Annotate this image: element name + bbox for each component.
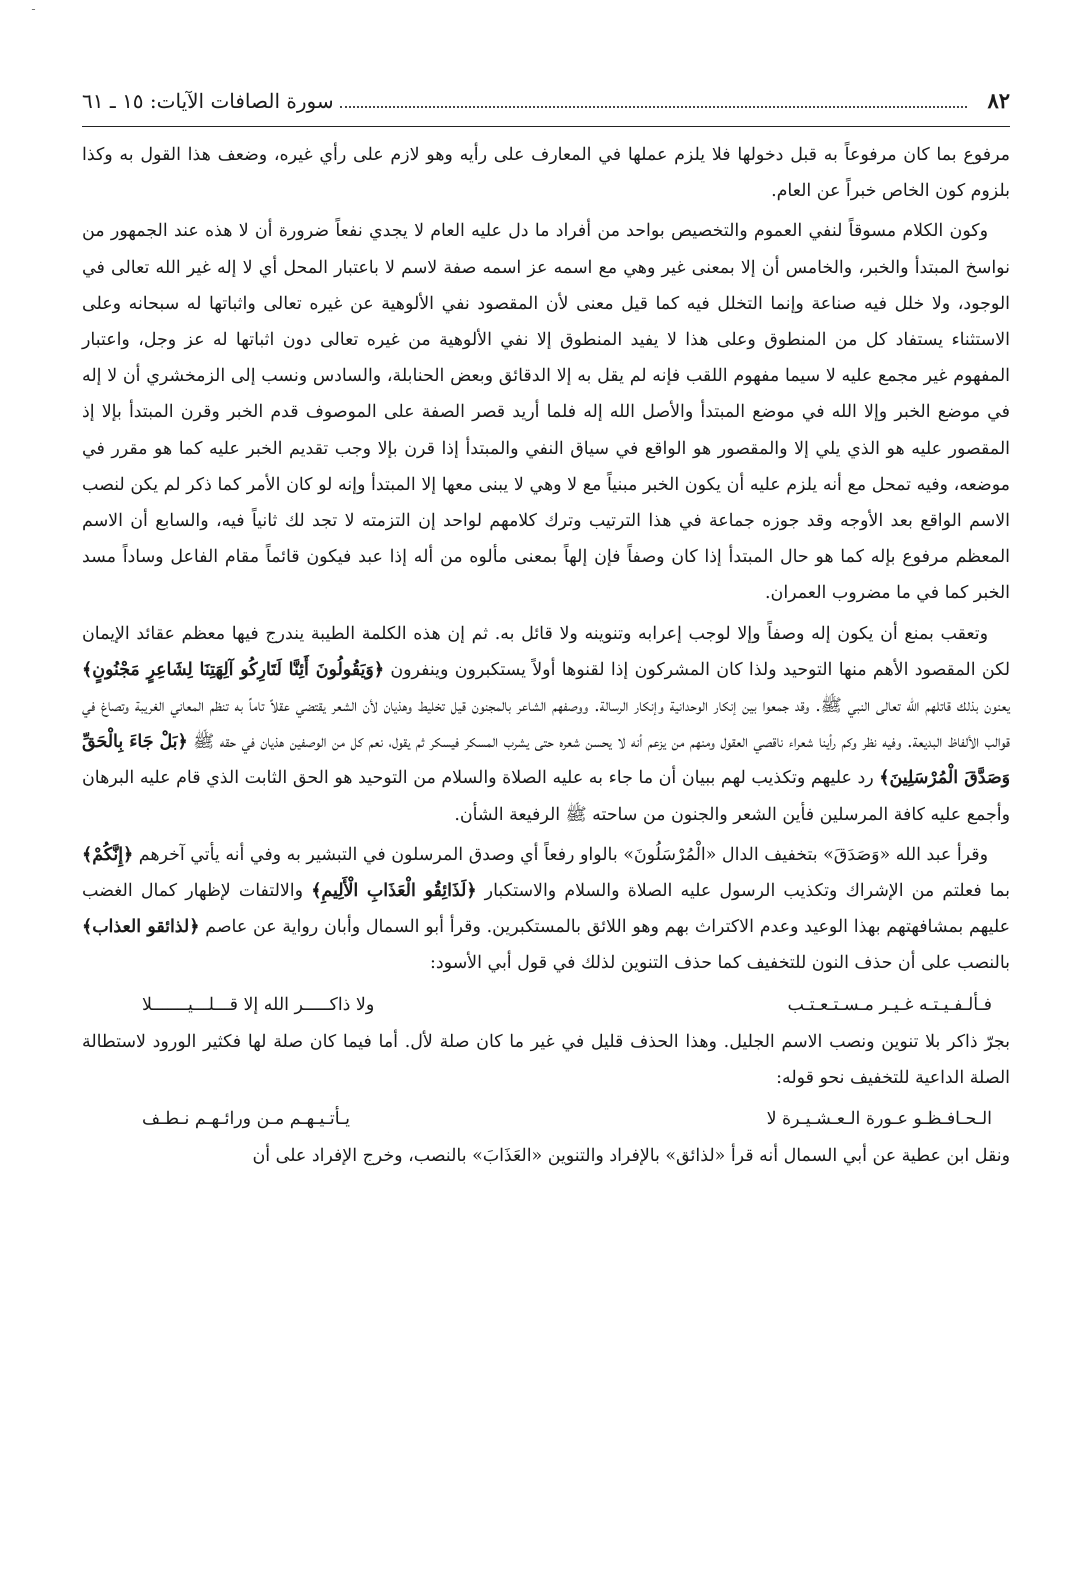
verse-1-first-hemistich: فـألـفـيـتـه غـيـر مـسـتـعـتـب <box>787 994 992 1015</box>
verse-1 <box>82 986 1010 1024</box>
body-text-final <box>82 1138 1010 1174</box>
running-head <box>82 88 1010 127</box>
quran-quote-1: ﴿وَيَقُولُونَ أَئِنَّا لَتَارِكُو آلِهَتِنَا لِشَاعِرٍ مَجْنُونٍ﴾ <box>82 659 385 680</box>
paragraph-4-part-d: بالنصب على أن حذف النون للتخفيف كما حذف التنوين لذلك في قول أبي الأسود: <box>430 953 1010 974</box>
body-text <box>82 137 1010 982</box>
quran-quote-4: ﴿لَذَائِقُو الْعَذَابِ الْأَلِيمِ﴾ <box>311 881 477 902</box>
paragraph-3-part-a: وتعقب بمنع أن يكون إله وصفاً وإلا لوجب إعرابه وتنوينه ولا قائل به. ثم إن هذه الكلمة الطيبة يندرج فيها معظم عقائد الإيمان لكن المقصود الأهم منها التوحيد ولذا كان المشركون إذا لقنوها أولاً يستكبرون وينفرون <box>82 623 1010 680</box>
quran-quote-3: ﴿إِنَّكُمْ﴾ <box>82 844 134 865</box>
running-head-title: سورة الصافات الآيات: ١٥ ـ ٦١ <box>82 89 334 113</box>
verse-2-second-hemistich: يـأتـيـهـم مـن ورائـهـم نـطـف <box>142 1109 350 1130</box>
paragraph-4 <box>82 837 1010 982</box>
verse-2 <box>82 1100 1010 1138</box>
document-page <box>82 88 1010 1178</box>
quran-quote-2: ﴿بَلْ جَاءَ بِالْحَقِّ وَصَدَّقَ الْمُرْسَلِينَ﴾ <box>82 732 1010 789</box>
leader-dots <box>340 105 968 108</box>
verse-2-first-hemistich: الـحـافـظـو عـورة الـعـشـيـرة لا <box>766 1109 992 1130</box>
paragraph-3 <box>82 616 1010 833</box>
paragraph-4-part-a: وقرأ عبد الله «وَصَدَقَ» بتخفيف الدال «الْمُرْسَلُونَ» بالواو رفعاً أي وصدق المرسلون في التبشير به وفي أنه يأتي آخرهم <box>138 844 988 865</box>
page-number: ٨٢ <box>987 88 1010 113</box>
verse-1-second-hemistich: ولا ذاكـــــر الله إلا قـــلـــيـــــــلا <box>142 994 375 1015</box>
paragraph-4-part-c: والالتفات لإظهار كمال الغضب عليهم بمشافهتهم بهذا الوعيد وعدم الاكتراث بهم وهو اللائق بالمستكبرين. وقرأ أبو السمال وأبان رواية عن عاصم <box>82 881 1010 938</box>
paragraph-2: وكون الكلام مسوقاً لنفي العموم والتخصيص بواحد من أفراد ما دل عليه العام لا يجدي نفعاً ضرورة أن لا هذه عند الجمهور من نواسخ المبتدأ والخبر، والخامس أن إلا بمعنى غير وهي مع اسمه عز اسمه صفة لاسم لا باعتبار المحل أي لا إله غير الله تعالى في الوجود، ولا خلل فيه صناعة وإنما التخلل فيه كما قيل معنى لأن المقصود نفي الألوهية عن غيره تعالى واثباتها له سبحانه وعلى الاستثناء يستفاد كل من المنطوق وعلى هذا لا يفيد المنطوق إلا نفي الألوهية من غيره تعالى دون اثباتها له عز وجل، واعتبار المفهوم غير مجمع عليه لا سيما مفهوم اللقب فإنه لم يقل به إلا الدقائق وبعض الحنابلة، والسادس ونسب إلى الزمخشري أن لا إله في موضع الخبر وإلا الله في موضع المبتدأ والأصل الله إله فلما أريد قصر الصفة على الموصوف قدم الخبر وقرن المبتدأ بإلا إذ المقصور عليه هو الذي يلي إلا والمقصور هو الواقع في سياق النفي والمبتدأ إذا قرن بإلا وجب تقديم الخبر عليه كما هو مقرر في موضعه، وفيه تمحل مع أنه يلزم عليه أن يكون الخبر مبنياً مع لا وهي لا يبنى معها إلا المبتدأ وإنه لو كان الأمر كما ذكر لم يكن لنصب الاسم الواقع بعد الأوجه وقد جوزه جماعة في هذا الترتيب وترك كلامهم لواحد إن التزمته لا تجد لك ثانياً فيه، والسابع أن الاسم المعظم مرفوع بإله كما هو حال المبتدأ إذا كان وصفاً فإن إلهاً بمعنى مألوه من أله إذا عبد فيكون قائماً مقام الفاعل وساداً مسد الخبر كما في ما مضروب العمران. <box>82 221 1010 604</box>
paragraph-5: بجرّ ذاكر بلا تنوين ونصب الاسم الجليل. وهذا الحذف قليل في غير ما كان صلة لأل. أما فيما كان صلة لها فكثير الورود لاستطالة الصلة الداعية للتخفيف نحو قوله: <box>82 1031 1010 1088</box>
body-text-continued <box>82 1024 1010 1096</box>
paragraph-6: ونقل ابن عطية عن أبي السمال أنه قرأ «لذائق» بالإفراد والتنوين «العَذَابَ» بالنصب، وخرج الإفراد على أن <box>252 1146 1010 1167</box>
paragraph-4-part-b: بما فعلتم من الإشراك وتكذيب الرسول عليه الصلاة والسلام والاستكبار <box>484 881 1011 902</box>
paragraph-3-part-c: رد عليهم وتكذيب لهم ببيان أن ما جاء به عليه الصلاة والسلام من التوحيد هو الحق الثابت الذي قام عليه البرهان وأجمع عليه كافة المرسلين فأين الشعر والجنون من ساحته ﷺ الرفيعة الشأن. <box>82 768 1010 825</box>
corner-mark: ـ <box>32 2 35 13</box>
paragraph-1: مرفوع بما كان مرفوعاً به قبل دخولها فلا يلزم عملها في المعارف على رأيه وهو لازم على رأي غيره، وضعف هذا القول به وكذا بلزوم كون الخاص خبراً عن العام. <box>82 145 1010 202</box>
paragraph-3-part-b: يعنون بذلك قاتلهم الله تعالى النبي ﷺ. وقد جمعوا بين إنكار الوحدانية وإنكار الرسالة. ووصفهم الشاعر بالمجنون قيل تخليط وهذيان لأن الشعر يقتضي عقلاً تاماً به تنظم المعاني الغريبة وتصاغ في قوالب الألفاظ البديعة. وفيه نظر وكم رأينا شعراء ناقصي العقول ومنهم من يزعم أنه لا يحسن شعره حتى يشرب المسكر فيسكر ثم يقول، نعم كل من الوصفين هذيان في حقه ﷺ <box>82 696 1011 753</box>
quran-quote-5: ﴿لذائقو العذاب﴾ <box>82 917 200 938</box>
